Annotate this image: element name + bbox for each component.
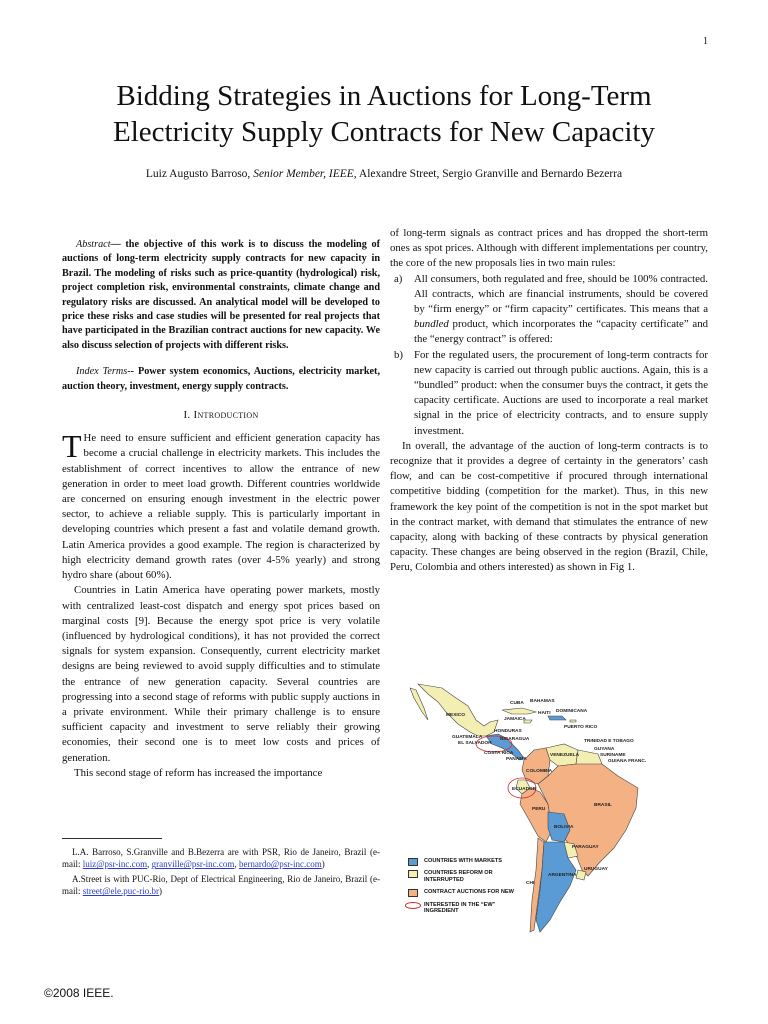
label-brasil: BRASIL	[594, 803, 612, 808]
list-item-a-emphasis: bundled	[414, 318, 449, 331]
country-puerto-rico	[570, 720, 576, 722]
legend-swatch-auctions	[408, 889, 418, 897]
legend-label-auctions: CONTRACT AUCTIONS FOR NEW	[424, 889, 514, 896]
right-column	[390, 226, 708, 576]
intro-paragraph-1	[62, 428, 380, 583]
label-el-salvador: EL SALVADOR	[458, 741, 492, 746]
copyright: ©2008 IEEE.	[44, 986, 114, 1000]
abstract-text: — the objective of this work is to discuss the modeling of auctions of long-term electricity supply contracts for new capacity in Brazil. The modeling of risks such as price-quantity (hydrological) risk, project completion risk, environmental constraints, climate change and regulatory risks are discussed. An analytical model will be developed to price these risks and case studies will be presented for real projects that have participated in the Brazilian contract auctions for new capacity. We also discuss selection of projects with different risks.	[62, 239, 380, 351]
drop-cap: T	[62, 428, 82, 465]
footnote-1-text: L.A. Barroso, S.Granville and B.Bezerra are with PSR, Rio de Janeiro, Brazil (e-mail:	[62, 847, 380, 870]
author-line	[100, 166, 668, 182]
email-link-bernardo[interactable]: bernardo@psr-inc.com	[238, 859, 322, 870]
label-venezuela: VENEZUELA	[550, 753, 580, 758]
label-mexico: MEXICO	[446, 713, 465, 718]
label-bolivia: BOLIVIA	[554, 825, 574, 830]
label-trinidad: TRINIDAD E TOBAGO	[584, 739, 634, 744]
abstract	[62, 238, 380, 353]
label-bahamas: BAHAMAS	[530, 699, 555, 704]
country-mexico	[418, 684, 498, 736]
legend-item-interested	[408, 902, 518, 915]
list-item	[390, 272, 708, 348]
right-paragraph-2: In overall, the advantage of the auction of long-term contracts is to recognize that it provides a degree of certainty in the generators’ cash flow, and can be cost-competitive if procured through international competitive bidding (competition for the market). Thus, in this new framework the key point of the competition is not in the spot market but in the contract market, with demand that stimulates the entrance of new capacity, along with backing of these contracts by physical generation capacity. These changes are being observed in the region (Brazil, Chile, Peru, Colombia and others interested) as shown in Fig 1.	[390, 439, 708, 574]
right-paragraph-1: of long-term signals as contract prices and has dropped the short-term ones as spot prices. Although with different implementations per country, the core of the new proposals lies in two main rules:	[390, 227, 708, 270]
legend-label-interested: INTERESTED IN THE “EW” INGREDIENT	[424, 901, 496, 915]
country-hispaniola	[548, 716, 566, 720]
list-marker: b)	[394, 348, 403, 361]
label-jamaica: JAMAICA	[504, 717, 526, 722]
footnote-close: )	[321, 859, 325, 870]
map-legend	[408, 858, 518, 920]
legend-swatch-reform	[408, 870, 418, 878]
index-terms	[62, 365, 380, 394]
section-heading-introduction	[62, 408, 380, 423]
paper-title: Bidding Strategies in Auctions for Long-Term Electricity Supply Contracts for New Capacity	[113, 80, 655, 148]
label-honduras: HONDURAS	[494, 729, 522, 734]
author-names-1: Luiz Augusto Barroso,	[145, 168, 254, 180]
footnote-2-text: A.Street is with PUC-Rio, Dept of Electrical Engineering, Rio de Janeiro, Brazil (e-mail:	[62, 873, 380, 897]
footnote-2	[62, 873, 380, 898]
section-title: Introduction	[193, 409, 259, 422]
label-paraguay: PARAGUAY	[572, 845, 599, 850]
country-cuba	[502, 708, 536, 714]
index-terms-label: Index Terms	[76, 366, 128, 378]
author-names-2: , Alexandre Street, Sergio Granville and Bernardo Bezerra	[353, 168, 623, 180]
email-link-luiz[interactable]: luiz@psr-inc.com	[82, 859, 148, 870]
label-nicaragua: NICARAGUA	[500, 737, 530, 742]
legend-label-reform: COUNTRIES REFORM OR INTERRUPTED	[424, 870, 493, 883]
list-item-a-text: All consumers, both regulated and free, should be 100% contracted. All contracts, which are financial instruments, should be covered by “firm energy” or “firm capacity” certificates. This means that a	[414, 272, 708, 316]
intro-paragraph-3: This second stage of reform has increased the importance	[74, 766, 323, 779]
footnotes	[62, 846, 380, 900]
label-costa-rica: COSTA RICA	[484, 751, 514, 756]
label-cuba: CUBA	[510, 701, 524, 706]
label-uruguay: URUGUAY	[584, 867, 608, 872]
intro-paragraph-2: Countries in Latin America have operating power markets, mostly with centralized least-cost dispatch and energy spot prices based on marginal costs [9]. Because the energy spot price is very volatile (influenced by hydrological conditions), it has not provided the correct signals for system expansion. Consequently, current electricity market designs are being reviewed to avoid supply difficulties and to stimulate the entrance of new generation capacity. Several countries are progressing into a second stage of reforms with public supply auctions in a private environment. While their primary challenge is to ensure sufficient capacity and investment to serve reliably their growing economies, their second one is to meet low costs and prices of generation.	[62, 584, 380, 764]
footnote-rule	[62, 838, 162, 839]
author-role: Senior Member, IEEE	[253, 168, 354, 180]
label-colombia: COLOMBIA	[526, 769, 553, 774]
list-item	[390, 348, 708, 439]
footnote-separator: ,	[147, 859, 152, 870]
intro-paragraph-1-text: He need to ensure sufficient and efficient generation capacity has become a crucial challenge in electricity markets. This includes the establishment of correct incentives to allow the entrance of new generation in order to meet load growth. Different countries worldwide are concerned on ensuring enough investment in the electric power sector, to achieve a reliable supply. This is particularly important in developing countries which present a fast and volatile demand growth. Latin America provides a good example. The region is characterized by high electricity demand growth rates (over 4-5% yearly) and strong hydro share (about 60%).	[62, 432, 380, 582]
label-guatemala: GUATEMALA	[452, 735, 483, 740]
legend-label-markets: COUNTRIES WITH MARKETS	[424, 858, 502, 864]
left-column	[62, 226, 380, 781]
country-baja	[410, 688, 428, 720]
legend-item-markets	[408, 858, 518, 864]
legend-item-reform	[408, 870, 518, 883]
footnote-close: )	[159, 886, 163, 897]
label-guiana: GUIANA FRANC.	[608, 759, 647, 764]
country-guianas	[576, 750, 602, 766]
section-numeral: I.	[183, 409, 194, 422]
list-item-a-text-end: product, which incorporates the “capacity certificate” and the “energy contract” is offered:	[414, 318, 708, 346]
legend-swatch-markets	[408, 858, 418, 866]
label-haiti: HAITI	[538, 711, 551, 716]
page-number: 1	[703, 36, 708, 47]
label-ecuador: ECUADOR	[512, 787, 537, 792]
label-argentina: ARGENTINA	[548, 873, 577, 878]
footnote-1	[62, 846, 380, 871]
index-terms-text: -- Power system economics, Auctions, electricity market, auction theory, investment, energy supply contracts.	[62, 366, 380, 392]
legend-oval-interested	[405, 902, 421, 909]
email-link-granville[interactable]: granville@psr-inc.com	[151, 859, 235, 870]
label-suriname: SURINAME	[600, 753, 626, 758]
list-marker: a)	[394, 272, 403, 285]
email-link-street[interactable]: street@ele.puc-rio.br	[82, 886, 160, 897]
label-peru: PERU	[532, 807, 546, 812]
rules-list	[390, 272, 708, 439]
label-dominicana: DOMINICANA	[556, 709, 588, 714]
label-chile: CHI	[526, 881, 535, 886]
label-panama: PANAMA	[506, 757, 527, 762]
label-puerto-rico: PUERTO RICO	[564, 725, 598, 730]
label-guyana: GUYANA	[594, 747, 615, 752]
list-item-b-text: For the regulated users, the procurement of long-term contracts for new capacity is carried out through public auctions. Again, this is a “bundled” product: when the consumer buys the contract, it gets the capacity certificate. Auctions are used to incorporate a real market signal in the price of electricity contracts, and to ensure supply investment.	[414, 348, 708, 437]
footnote-separator: ,	[234, 859, 239, 870]
abstract-label: Abstract	[76, 239, 111, 250]
legend-item-auctions	[408, 889, 518, 895]
